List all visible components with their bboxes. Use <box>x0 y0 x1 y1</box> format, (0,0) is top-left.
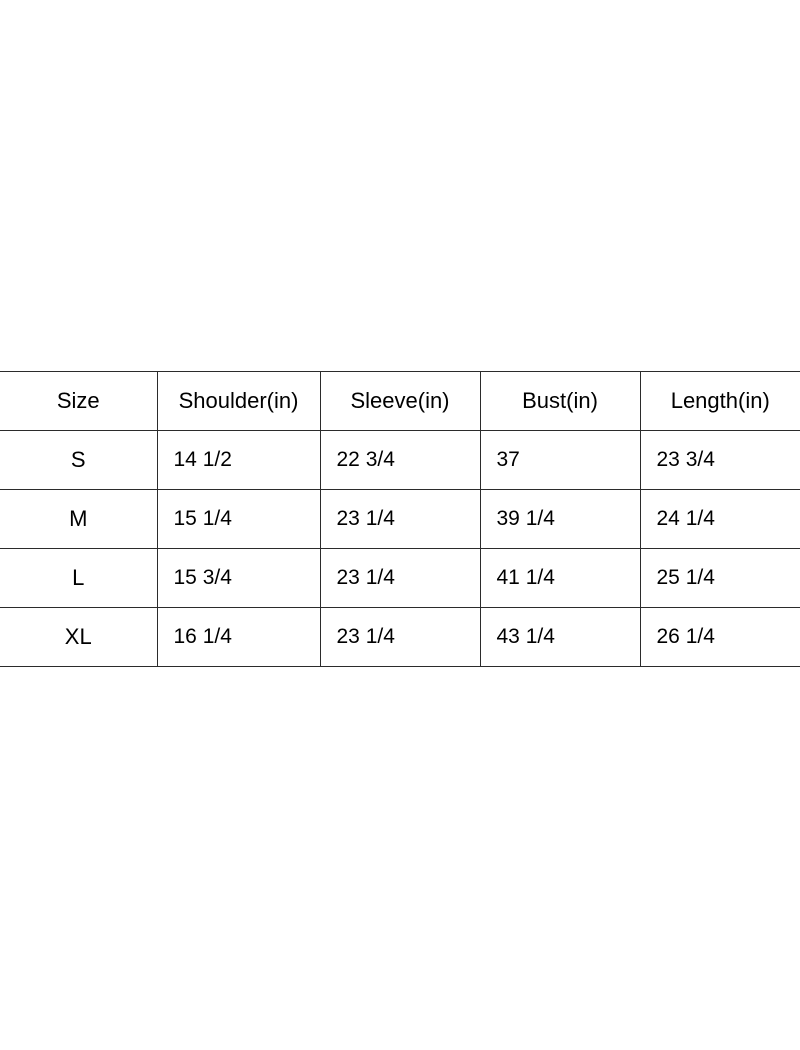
cell-shoulder: 15 1/4 <box>157 490 320 549</box>
cell-sleeve: 23 1/4 <box>320 608 480 667</box>
cell-shoulder: 16 1/4 <box>157 608 320 667</box>
table-row <box>0 549 800 608</box>
cell-sleeve: 23 1/4 <box>320 490 480 549</box>
table-body <box>0 431 800 667</box>
cell-sleeve: 23 1/4 <box>320 549 480 608</box>
cell-shoulder: 15 3/4 <box>157 549 320 608</box>
column-header-sleeve: Sleeve(in) <box>320 372 480 431</box>
size-chart-table <box>0 371 800 667</box>
cell-size: XL <box>0 608 157 667</box>
cell-size: S <box>0 431 157 490</box>
column-header-shoulder: Shoulder(in) <box>157 372 320 431</box>
cell-sleeve: 22 3/4 <box>320 431 480 490</box>
cell-bust: 41 1/4 <box>480 549 640 608</box>
cell-length: 26 1/4 <box>640 608 800 667</box>
cell-size: L <box>0 549 157 608</box>
table-header <box>0 372 800 431</box>
cell-length: 25 1/4 <box>640 549 800 608</box>
column-header-bust: Bust(in) <box>480 372 640 431</box>
cell-bust: 39 1/4 <box>480 490 640 549</box>
column-header-size: Size <box>0 372 157 431</box>
size-chart-container <box>0 371 800 667</box>
table-row <box>0 490 800 549</box>
cell-bust: 43 1/4 <box>480 608 640 667</box>
table-header-row <box>0 372 800 431</box>
column-header-length: Length(in) <box>640 372 800 431</box>
cell-length: 23 3/4 <box>640 431 800 490</box>
cell-shoulder: 14 1/2 <box>157 431 320 490</box>
cell-length: 24 1/4 <box>640 490 800 549</box>
table-row <box>0 431 800 490</box>
table-row <box>0 608 800 667</box>
cell-bust: 37 <box>480 431 640 490</box>
cell-size: M <box>0 490 157 549</box>
